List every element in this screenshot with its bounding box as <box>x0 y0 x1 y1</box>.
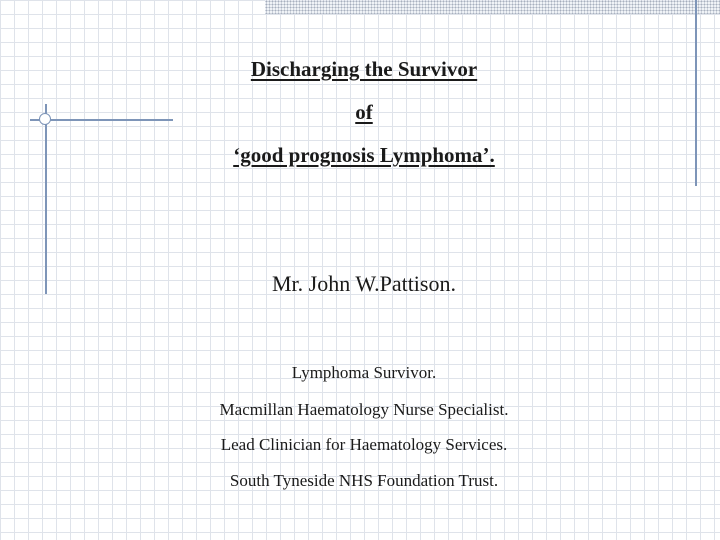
author-role-3: Lead Clinician for Haematology Services. <box>220 435 508 454</box>
slide-title-line-3: ‘good prognosis Lymphoma’. <box>233 143 495 167</box>
slide-title-line-1: Discharging the Survivor <box>250 57 478 81</box>
decorative-dotted-band <box>265 0 720 14</box>
author-name: Mr. John W.Pattison. <box>272 271 456 296</box>
author-role-4: South Tyneside NHS Foundation Trust. <box>229 471 499 490</box>
slide-title-line-2: of <box>355 100 373 124</box>
decorative-vertical-line-left <box>45 104 47 294</box>
author-role-2: Macmillan Haematology Nurse Specialist. <box>219 400 509 419</box>
author-role-1: Lymphoma Survivor. <box>291 363 437 382</box>
